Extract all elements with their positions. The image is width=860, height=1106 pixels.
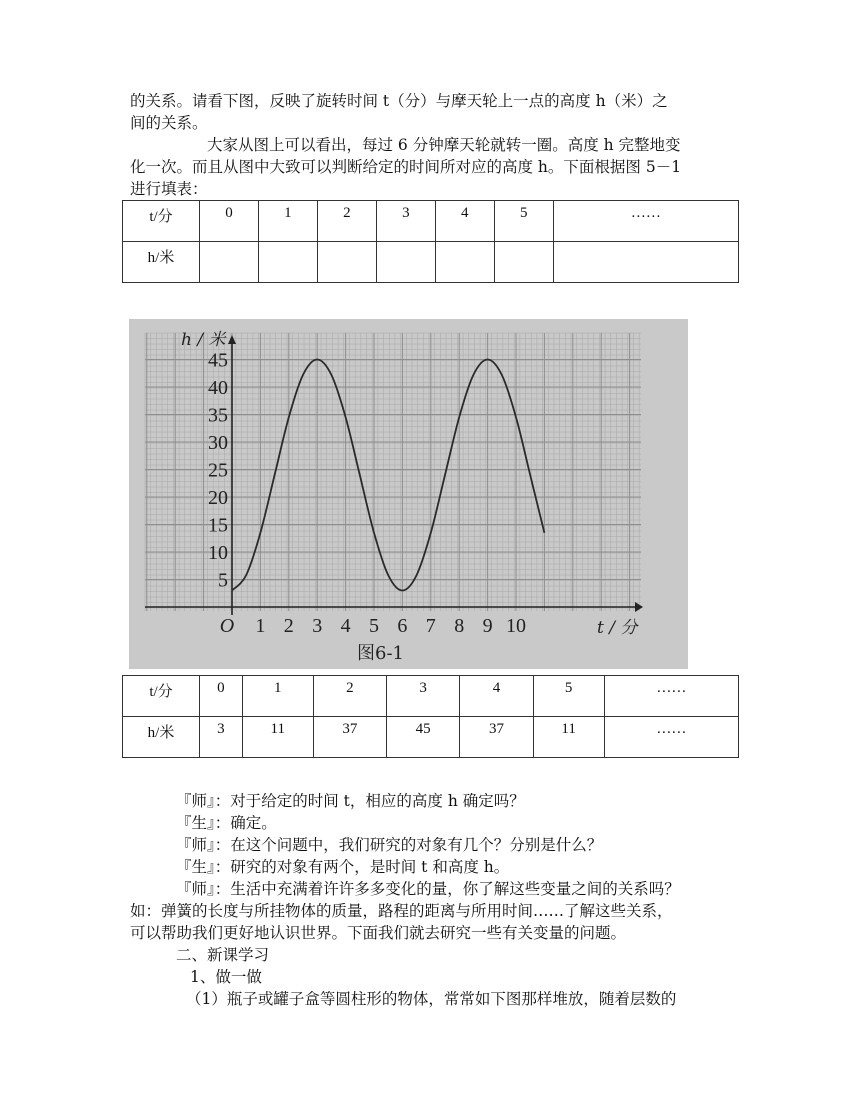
table-cell: 3 — [376, 201, 435, 242]
x-tick-label: 6 — [397, 615, 408, 637]
table-cell — [553, 242, 738, 283]
x-tick-label: 4 — [340, 615, 351, 637]
y-tick-label: 5 — [218, 569, 228, 592]
table-cell: 37 — [460, 717, 533, 758]
x-tick-label: 3 — [312, 615, 323, 637]
table-cell: h/米 — [123, 242, 200, 283]
x-tick-label: 1 — [255, 615, 266, 637]
table-cell: 45 — [387, 717, 460, 758]
dialogue-line-7: 可以帮助我们更好地认识世界。下面我们就去研究一些有关变量的问题。 — [130, 924, 627, 942]
table-cell: …… — [604, 717, 738, 758]
dialogue-line-2: 『生』：确定。 — [176, 814, 277, 832]
blank-table — [122, 200, 739, 283]
x-tick-label: 8 — [454, 615, 465, 637]
table-cell: 5 — [533, 676, 604, 717]
table-row — [123, 201, 739, 242]
filled-table — [122, 675, 739, 758]
table-cell: t/分 — [123, 201, 200, 242]
x-tick-label: 2 — [283, 615, 294, 637]
table-cell: …… — [553, 201, 738, 242]
y-tick-label: 35 — [208, 404, 228, 427]
table-row — [123, 676, 739, 717]
table-cell: 1 — [242, 676, 313, 717]
table-cell: 2 — [313, 676, 386, 717]
table-cell: 0 — [200, 676, 243, 717]
y-tick-label: 45 — [208, 349, 228, 372]
table-row — [123, 717, 739, 758]
dialogue-line-3: 『师』：在这个问题中，我们研究的对象有几个？分别是什么？ — [176, 836, 603, 854]
table-cell: 2 — [317, 201, 376, 242]
dialogue-line-4: 『生』：研究的对象有两个，是时间 t 和高度 h。 — [176, 858, 510, 876]
dialogue-line-6: 如：弹簧的长度与所挂物体的质量，路程的距离与所用时间……了解这些关系， — [130, 902, 673, 920]
table-cell — [200, 242, 259, 283]
table-cell: 0 — [200, 201, 259, 242]
intro-line-5: 进行填表： — [130, 180, 208, 198]
table-cell — [494, 242, 553, 283]
table-row — [123, 242, 739, 283]
table-cell — [258, 242, 317, 283]
table-cell: 4 — [435, 201, 494, 242]
table-cell: …… — [604, 676, 738, 717]
x-tick-label: 7 — [425, 615, 436, 637]
dialogue-line-1: 『师』：对于给定的时间 t，相应的高度 h 确定吗？ — [176, 792, 525, 810]
intro-line-2: 间的关系。 — [130, 114, 208, 132]
intro-line-3: 大家从图上可以看出，每过 6 分钟摩天轮就转一圈。高度 h 完整地变 — [207, 136, 681, 154]
x-axis-label: t / 分 — [597, 618, 638, 638]
height-time-chart — [129, 319, 688, 669]
x-tick-label: 5 — [369, 615, 379, 637]
section-subheading: 1、做一做 — [190, 968, 262, 986]
table-cell — [317, 242, 376, 283]
table-cell: 3 — [387, 676, 460, 717]
chart-caption: 图6-1 — [357, 643, 404, 664]
table-cell: 5 — [494, 201, 553, 242]
section-paragraph: （1）瓶子或罐子盒等圆柱形的物体，常常如下图那样堆放，随着层数的 — [186, 990, 677, 1008]
table-cell: 37 — [313, 717, 386, 758]
intro-line-1: 的关系。请看下图，反映了旋转时间 t（分）与摩天轮上一点的高度 h（米）之 — [130, 92, 668, 110]
table-cell: t/分 — [123, 676, 200, 717]
y-axis-label: h / 米 — [181, 330, 226, 350]
table-cell — [376, 242, 435, 283]
table-cell: 4 — [460, 676, 533, 717]
table-cell — [435, 242, 494, 283]
y-tick-label: 20 — [208, 487, 228, 509]
table-cell: h/米 — [123, 717, 200, 758]
y-tick-label: 25 — [208, 459, 228, 482]
origin-label: O — [219, 615, 235, 637]
y-tick-label: 40 — [208, 377, 228, 399]
intro-line-4: 化一次。而且从图中大致可以判断给定的时间所对应的高度 h。下面根据图 5－1 — [130, 158, 682, 176]
y-tick-label: 30 — [208, 432, 228, 454]
table-cell: 11 — [533, 717, 604, 758]
x-tick-label: 10 — [506, 615, 526, 637]
y-tick-label: 15 — [208, 514, 228, 537]
x-tick-label: 9 — [482, 615, 493, 637]
table-cell: 1 — [258, 201, 317, 242]
dialogue-line-5: 『师』：生活中充满着许许多多变化的量，你了解这些变量之间的关系吗？ — [176, 880, 680, 898]
table-cell: 3 — [200, 717, 243, 758]
y-tick-label: 10 — [208, 542, 228, 564]
table-cell: 11 — [242, 717, 313, 758]
section-heading: 二、新课学习 — [176, 946, 270, 964]
